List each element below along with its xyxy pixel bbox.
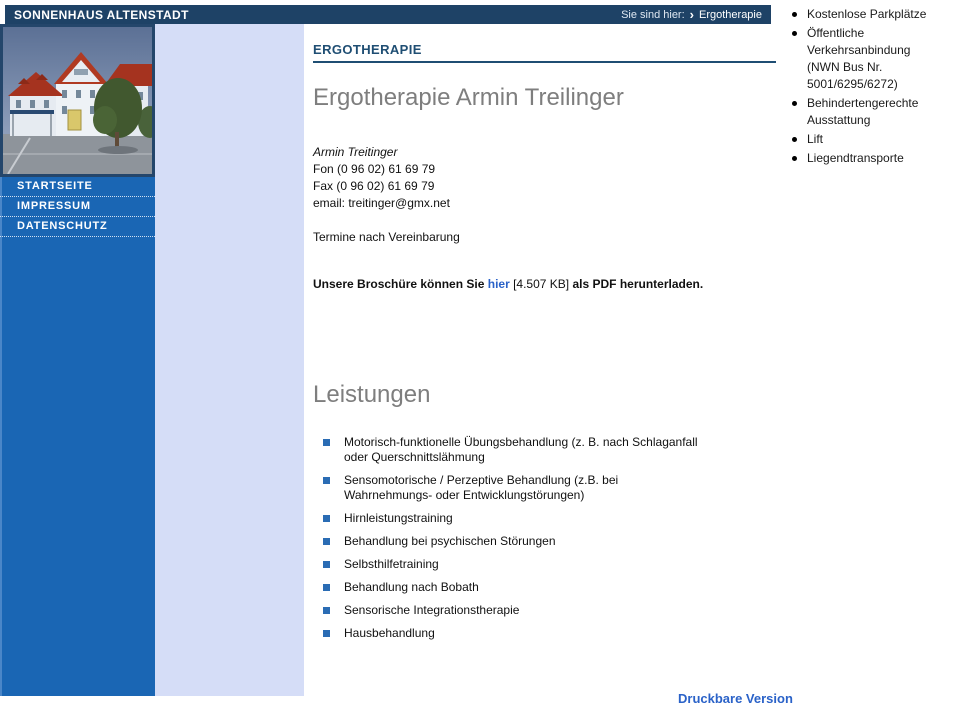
info-label: Liegendtransporte [807, 151, 904, 165]
square-bullet-icon [323, 607, 330, 614]
appointment-note: Termine nach Vereinbarung [313, 230, 460, 244]
sidebar-nav-item[interactable]: IMPRESSUM [0, 197, 155, 217]
printable-version-link[interactable]: Druckbare Version [678, 691, 793, 706]
list-item [323, 534, 776, 549]
info-label: Lift [807, 132, 824, 146]
square-bullet-icon [323, 584, 330, 591]
page-title: Ergotherapie Armin Treilinger [313, 84, 624, 111]
info-label: Behindertengerechte Ausstattung [807, 96, 919, 127]
service-label: Motorisch-funktionelle Übungsbehandlung (z. B. nach Schlaganfall oder Querschnittslähmung [344, 435, 698, 464]
section-title: ERGOTHERAPIE [313, 42, 776, 63]
contact-fon: Fon (0 96 02) 61 69 79 [313, 162, 436, 176]
round-bullet-icon [792, 137, 797, 142]
list-item [323, 511, 776, 526]
square-bullet-icon [323, 477, 330, 484]
contact-fax: Fax (0 96 02) 61 69 79 [313, 179, 435, 193]
list-item [323, 435, 776, 465]
service-label: Hausbehandlung [344, 626, 435, 640]
square-bullet-icon [323, 538, 330, 545]
spacer-column [155, 24, 304, 696]
list-item [323, 626, 776, 641]
info-label: Kostenlose Parkplätze [807, 7, 927, 21]
square-bullet-icon [323, 630, 330, 637]
list-item [785, 131, 956, 148]
service-label: Selbsthilfetraining [344, 557, 439, 571]
info-panel [785, 0, 956, 169]
building-photo [0, 24, 155, 177]
square-bullet-icon [323, 515, 330, 522]
square-bullet-icon [323, 439, 330, 446]
info-label: Öffentliche Verkehrsanbindung (NWN Bus Nr. 5001/6295/6272) [807, 26, 911, 91]
sidebar-nav-item[interactable]: DATENSCHUTZ [0, 217, 155, 237]
list-item [323, 557, 776, 572]
breadcrumb-current-page[interactable]: Ergotherapie [699, 8, 762, 21]
list-item [785, 6, 956, 23]
list-item [785, 25, 956, 93]
service-label: Hirnleistungstraining [344, 511, 453, 525]
chevron-right-icon: › [689, 7, 694, 22]
services-title: Leistungen [313, 381, 431, 408]
main-content [304, 24, 785, 649]
brochure-text-after: als PDF herunterladen. [572, 277, 704, 291]
list-item [323, 603, 776, 618]
breadcrumb [621, 9, 762, 21]
round-bullet-icon [792, 101, 797, 106]
service-label: Behandlung bei psychischen Störungen [344, 534, 556, 548]
round-bullet-icon [792, 31, 797, 36]
sidebar-nav [0, 177, 155, 237]
header-bar [5, 5, 771, 24]
list-item [785, 95, 956, 129]
brochure-file-size: [4.507 KB] [509, 277, 573, 291]
brochure-text-before: Unsere Broschüre können Sie [313, 277, 488, 291]
list-item [323, 473, 776, 503]
contact-block [313, 144, 776, 212]
service-label: Sensorische Integrationstherapie [344, 603, 520, 617]
round-bullet-icon [792, 156, 797, 161]
list-item [785, 150, 956, 167]
round-bullet-icon [792, 12, 797, 17]
services-list [313, 435, 776, 641]
breadcrumb-label: Sie sind hier: [621, 8, 685, 21]
sidebar-nav-item[interactable]: STARTSEITE [0, 177, 155, 197]
service-label: Behandlung nach Bobath [344, 580, 479, 594]
list-item [323, 580, 776, 595]
service-label: Sensomotorische / Perzeptive Behandlung (z.B. bei Wahrnehmungs- oder Entwicklungstörungen) [344, 473, 619, 502]
site-title: SONNENHAUS ALTENSTADT [14, 7, 189, 22]
square-bullet-icon [323, 561, 330, 568]
brochure-line [313, 276, 776, 293]
contact-email: email: treitinger@gmx.net [313, 196, 450, 210]
brochure-download-link[interactable]: hier [487, 277, 510, 291]
contact-name: Armin Treitinger [313, 145, 398, 159]
